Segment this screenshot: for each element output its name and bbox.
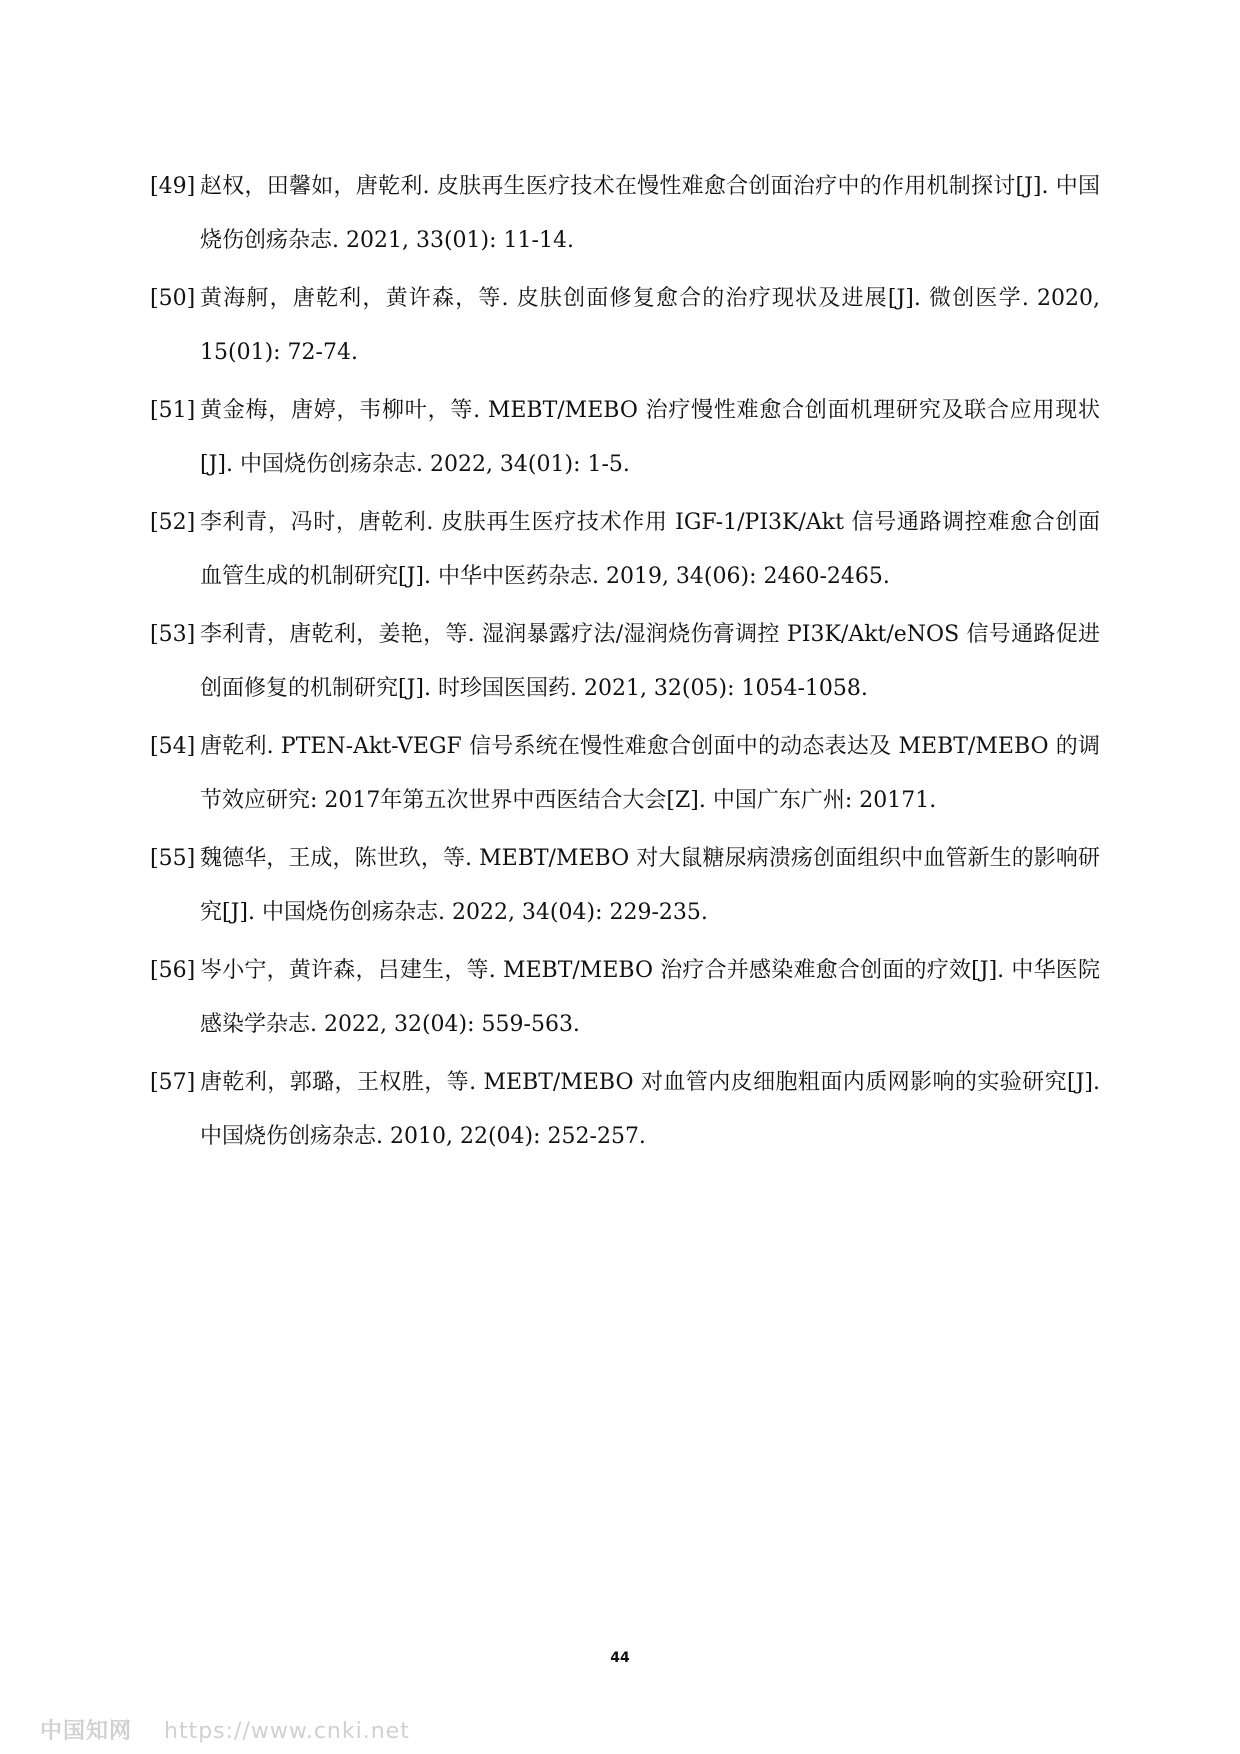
reference-item [150,720,1100,828]
reference-item [150,832,1100,940]
watermark [40,1714,410,1745]
reference-number: [57] [150,1070,196,1095]
reference-list [150,160,1100,1168]
reference-text: 李利青，唐乾利，姜艳，等. 湿润暴露疗法/湿润烧伤膏调控 PI3K/Akt/eNOS 信号通路促进创面修复的机制研究[J]. 时珍国医国药. 2021, 32(05): 1054-1058. [200,622,1100,701]
reference-item [150,496,1100,604]
reference-number: [56] [150,958,196,983]
reference-text: 黄海舸，唐乾利，黄许森，等. 皮肤创面修复愈合的治疗现状及进展[J]. 微创医学. 2020, 15(01): 72-74. [200,286,1100,365]
reference-text: 赵权，田馨如，唐乾利. 皮肤再生医疗技术在慢性难愈合创面治疗中的作用机制探讨[J]. 中国烧伤创疡杂志. 2021, 33(01): 11-14. [200,174,1100,253]
reference-text: 岑小宁，黄许森，吕建生，等. MEBT/MEBO 治疗合并感染难愈合创面的疗效[J]. 中华医院感染学杂志. 2022, 32(04): 559-563. [200,958,1100,1037]
reference-item [150,160,1100,268]
reference-item [150,1056,1100,1164]
watermark-brand: 中国知网 [40,1719,133,1744]
reference-text: 李利青，冯时，唐乾利. 皮肤再生医疗技术作用 IGF-1/PI3K/Akt 信号通路调控难愈合创面血管生成的机制研究[J]. 中华中医药杂志. 2019, 34(06): 2460-2465. [200,510,1100,589]
reference-number: [55] [150,846,196,871]
reference-item [150,608,1100,716]
reference-number: [54] [150,734,196,759]
page-number: 44 [610,1650,630,1666]
reference-text: 唐乾利. PTEN-Akt-VEGF 信号系统在慢性难愈合创面中的动态表达及 MEBT/MEBO 的调节效应研究: 2017年第五次世界中西医结合大会[Z]. 中国广东广州: 20171. [200,734,1100,813]
reference-item [150,272,1100,380]
reference-text: 魏德华，王成，陈世玖，等. MEBT/MEBO 对大鼠糖尿病溃疡创面组织中血管新生的影响研究[J]. 中国烧伤创疡杂志. 2022, 34(04): 229-235. [200,846,1100,925]
reference-number: [51] [150,398,196,423]
reference-item [150,944,1100,1052]
reference-item [150,384,1100,492]
watermark-url: https://www.cnki.net [164,1719,410,1744]
reference-number: [52] [150,510,196,535]
reference-number: [53] [150,622,196,647]
reference-number: [49] [150,174,196,199]
reference-text: 黄金梅，唐婷，韦柳叶，等. MEBT/MEBO 治疗慢性难愈合创面机理研究及联合应用现状[J]. 中国烧伤创疡杂志. 2022, 34(01): 1-5. [200,398,1100,477]
reference-text: 唐乾利，郭璐，王权胜，等. MEBT/MEBO 对血管内皮细胞粗面内质网影响的实验研究[J]. 中国烧伤创疡杂志. 2010, 22(04): 252-257. [200,1070,1100,1149]
reference-number: [50] [150,286,196,311]
